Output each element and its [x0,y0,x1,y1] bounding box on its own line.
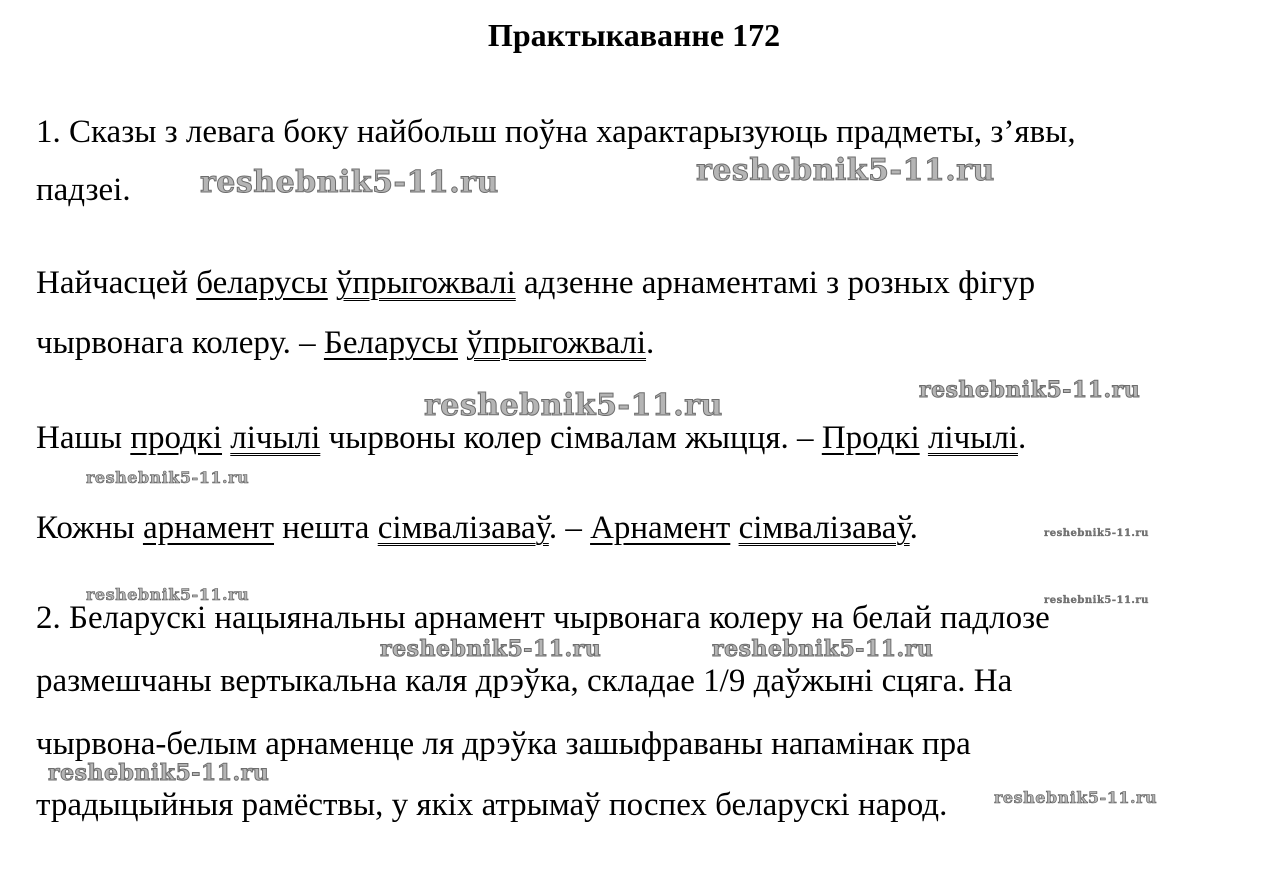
sentence3-line [36,508,918,548]
watermark: reshebnik5-11.ru [200,165,499,200]
sentence2-subject: продкі [130,420,223,456]
watermark: reshebnik5-11.ru [712,636,934,662]
section1-line2: падзеі. [36,172,131,208]
sentence3-subject2: Арнамент [590,510,731,546]
sentence2-subject2: Продкі [821,420,920,456]
section2-line1: 2. Беларускі нацыянальны арнамент чырвонага колеру на белай падлозе [36,600,1050,636]
sentence1-line2 [36,323,654,363]
sentence2-line [36,418,1026,458]
sentence3-dash: . – [548,510,582,546]
sentence3-subject: арнамент [142,510,275,546]
sentence1-line1 [36,263,1035,303]
sentence1-end: . [646,325,655,361]
watermark: reshebnik5-11.ru [424,388,723,423]
section1-line1: 1. Сказы з левага боку найбольш поўна характарызуюць прадметы, з’явы, [36,114,1076,150]
sentence2-word: Нашы [36,420,123,456]
watermark: reshebnik5-11.ru [1044,595,1149,606]
section2-line2: размешчаны вертыкальна каля дрэўка, складае 1/9 даўжыні сцяга. На [36,663,1013,699]
watermark: reshebnik5-11.ru [994,788,1158,807]
page-title: Практыкаванне 172 [487,17,781,53]
sentence1-predicate: ўпрыгожвалі [336,265,516,301]
watermark: reshebnik5-11.ru [1044,528,1149,539]
sentence3-mid: нешта [282,510,370,546]
sentence1-subject: беларусы [196,265,328,301]
sentence3-predicate: сімвалізаваў [377,510,549,546]
watermark: reshebnik5-11.ru [48,760,270,786]
sentence1-word: Найчасцей [36,265,188,301]
sentence3-word: Кожны [36,510,135,546]
sentence3-end: . [909,510,918,546]
watermark: reshebnik5-11.ru [86,585,250,604]
sentence1-rest: адзенне арнаментамі з розных фігур [524,265,1036,301]
sentence1-subject2: Беларусы [323,325,459,361]
sentence2-rest: чырвоны колер сімвалам жыцця. – [328,420,814,456]
sentence2-predicate: лічылі [230,420,321,456]
watermark: reshebnik5-11.ru [919,377,1141,403]
sentence3-predicate2: сімвалізаваў [738,510,910,546]
sentence2-predicate2: лічылі [927,420,1018,456]
section2-line4: традыцыйныя рамёствы, у якіх атрымаў поспех беларускі народ. [36,787,948,823]
sentence1-line2-start: чырвонага колеру. – [36,325,316,361]
section2-line3: чырвона-белым арнаменце ля дрэўка зашыфраваны напамінак пра [36,726,971,762]
sentence2-end: . [1017,420,1027,456]
watermark: reshebnik5-11.ru [696,153,995,188]
watermark: reshebnik5-11.ru [86,468,250,487]
sentence1-predicate2: ўпрыгожвалі [466,325,647,361]
watermark: reshebnik5-11.ru [380,636,602,662]
